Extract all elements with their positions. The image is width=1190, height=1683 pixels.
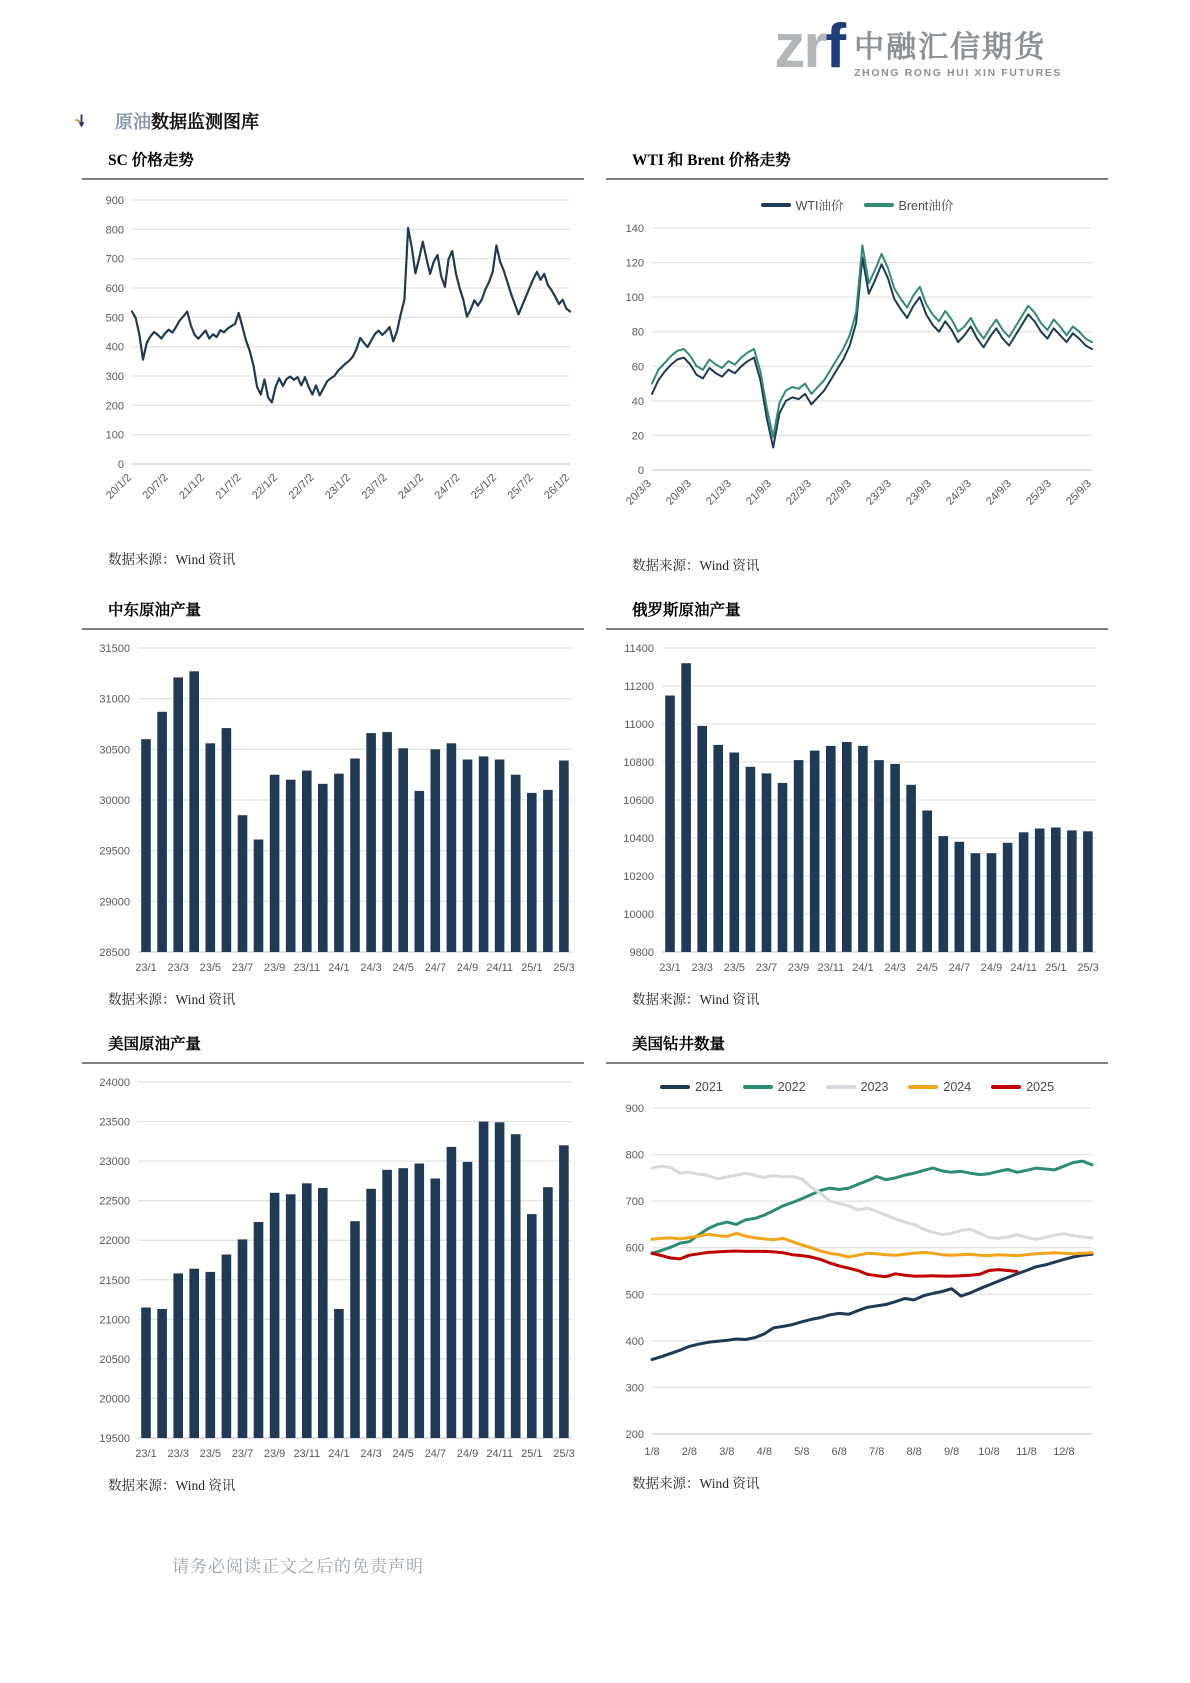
svg-text:120: 120 (625, 257, 644, 270)
svg-text:23/3: 23/3 (167, 962, 189, 974)
svg-text:22/7/2: 22/7/2 (286, 471, 317, 502)
svg-text:800: 800 (625, 1149, 644, 1162)
svg-text:700: 700 (105, 253, 124, 266)
svg-text:25/1: 25/1 (521, 962, 543, 974)
svg-text:23/9: 23/9 (787, 962, 810, 974)
legend-swatch (660, 1085, 690, 1089)
svg-text:9800: 9800 (629, 947, 654, 959)
legend-label: 2022 (777, 1080, 806, 1094)
legend-item (761, 196, 844, 214)
svg-text:29500: 29500 (99, 845, 130, 858)
svg-text:20/9/3: 20/9/3 (664, 477, 695, 508)
svg-text:200: 200 (105, 400, 124, 413)
legend-label: 2021 (694, 1080, 723, 1094)
svg-text:20500: 20500 (99, 1353, 130, 1366)
svg-text:23/9/3: 23/9/3 (904, 477, 935, 508)
sc-price-chart (82, 186, 584, 544)
legend-label: WTI油价 (795, 199, 844, 213)
chart-svg (606, 220, 1108, 550)
svg-text:23/5: 23/5 (723, 962, 746, 974)
svg-text:11000: 11000 (624, 719, 654, 731)
svg-text:10200: 10200 (623, 871, 654, 883)
svg-text:24/3/3: 24/3/3 (944, 477, 975, 508)
svg-text:24/1: 24/1 (328, 962, 350, 974)
title-rule (606, 628, 1108, 630)
svg-text:140: 140 (625, 223, 644, 235)
svg-text:23/11: 23/11 (293, 1448, 321, 1460)
svg-text:21/1/2: 21/1/2 (177, 471, 208, 502)
svg-text:11400: 11400 (624, 643, 654, 655)
svg-text:23/3: 23/3 (167, 1448, 189, 1460)
svg-text:31500: 31500 (99, 643, 130, 655)
chart-title: 俄罗斯原油产量 (632, 602, 741, 619)
svg-text:24/11: 24/11 (486, 1448, 514, 1460)
svg-text:22/9/3: 22/9/3 (824, 477, 855, 508)
legend-label: 2023 (860, 1080, 889, 1094)
svg-text:900: 900 (105, 195, 124, 207)
chart-svg (82, 1070, 584, 1470)
svg-text:24/11: 24/11 (1010, 962, 1038, 974)
title-rule (606, 1062, 1108, 1064)
svg-text:24/1: 24/1 (852, 962, 874, 974)
svg-text:25/1/2: 25/1/2 (469, 471, 500, 502)
legend-label: 2024 (943, 1080, 972, 1094)
svg-text:12/8: 12/8 (1053, 1446, 1075, 1458)
svg-text:25/9/3: 25/9/3 (1064, 477, 1095, 508)
svg-text:100: 100 (105, 429, 124, 442)
svg-text:10000: 10000 (623, 909, 654, 921)
svg-text:400: 400 (105, 341, 124, 354)
svg-text:21/3/3: 21/3/3 (704, 477, 735, 508)
svg-text:30000: 30000 (99, 795, 130, 807)
svg-text:0: 0 (637, 465, 644, 477)
chart-title: 美国原油产量 (108, 1036, 202, 1053)
data-source: 数据来源：Wind 资讯 (108, 992, 236, 1007)
legend-label: 2025 (1026, 1080, 1055, 1094)
title-rule (82, 178, 584, 180)
svg-text:300: 300 (105, 371, 124, 383)
chart-svg (606, 636, 1108, 984)
svg-text:24/5: 24/5 (916, 962, 938, 974)
legend-item (991, 1080, 1054, 1094)
svg-text:23/1/2: 23/1/2 (323, 471, 354, 502)
svg-text:24/5: 24/5 (392, 962, 414, 974)
svg-text:24/3: 24/3 (360, 962, 382, 974)
svg-text:23/7: 23/7 (755, 962, 778, 974)
svg-text:80: 80 (631, 326, 644, 339)
rig-count-legend (606, 1080, 1108, 1094)
chart-block-middle-east-output (82, 598, 584, 1008)
svg-text:23/9: 23/9 (263, 962, 286, 974)
svg-text:25/1: 25/1 (1045, 962, 1067, 974)
wti-brent-price-chart (606, 220, 1108, 550)
svg-text:10600: 10600 (623, 795, 654, 807)
svg-text:24000: 24000 (99, 1077, 130, 1089)
logo-chinese-name: 中融汇信期货 (854, 31, 1047, 64)
svg-text:23/7: 23/7 (231, 962, 254, 974)
svg-text:2/8: 2/8 (681, 1446, 698, 1458)
legend-swatch (991, 1085, 1021, 1089)
chart-grid (0, 148, 1190, 1494)
us-rig-count-chart (606, 1100, 1108, 1468)
svg-text:23/1: 23/1 (135, 1448, 157, 1460)
svg-text:25/7/2: 25/7/2 (505, 471, 536, 502)
svg-text:24/7: 24/7 (948, 962, 971, 974)
svg-text:60: 60 (631, 361, 644, 374)
svg-text:24/9: 24/9 (456, 1448, 479, 1460)
svg-text:23/5: 23/5 (199, 962, 222, 974)
svg-text:600: 600 (105, 283, 124, 295)
data-source: 数据来源：Wind 资讯 (108, 1478, 236, 1493)
svg-text:23/5: 23/5 (199, 1448, 222, 1460)
svg-text:24/3: 24/3 (360, 1448, 382, 1460)
svg-text:500: 500 (625, 1289, 644, 1302)
logo-english-name: ZHONG RONG HUI XIN FUTURES (854, 66, 1062, 79)
svg-text:0: 0 (117, 459, 124, 471)
logo-f: f (825, 12, 845, 81)
svg-text:10800: 10800 (623, 757, 654, 769)
svg-text:24/3: 24/3 (884, 962, 906, 974)
svg-text:25/1: 25/1 (521, 1448, 543, 1460)
chart-block-us-output (82, 1032, 584, 1494)
svg-text:25/3: 25/3 (1077, 962, 1099, 974)
title-rule (606, 178, 1108, 180)
wti-brent-legend (606, 196, 1108, 214)
svg-text:23500: 23500 (99, 1116, 130, 1129)
svg-text:20/3/3: 20/3/3 (624, 477, 655, 508)
svg-text:24/11: 24/11 (486, 962, 514, 974)
svg-text:7/8: 7/8 (869, 1446, 885, 1458)
svg-text:23/9: 23/9 (263, 1448, 286, 1460)
page-header (0, 0, 1190, 104)
company-logo (774, 12, 1062, 104)
svg-text:300: 300 (625, 1382, 644, 1395)
svg-text:600: 600 (625, 1242, 644, 1255)
chart-block-wti-brent (606, 148, 1108, 574)
data-source: 数据来源：Wind 资讯 (632, 558, 760, 573)
page-title-rest: 数据监测图库 (151, 112, 259, 132)
svg-text:23/3/3: 23/3/3 (864, 477, 895, 508)
svg-text:19500: 19500 (99, 1433, 130, 1445)
data-source: 数据来源：Wind 资讯 (632, 1476, 760, 1491)
svg-text:23000: 23000 (99, 1156, 130, 1169)
section-title-row (0, 108, 1190, 134)
svg-text:24/1: 24/1 (328, 1448, 350, 1460)
svg-text:3/8: 3/8 (719, 1446, 735, 1458)
svg-text:24/7: 24/7 (424, 962, 447, 974)
legend-label: Brent油价 (898, 199, 954, 213)
footer-disclaimer: 请务必阅读正文之后的免责声明 (172, 1557, 424, 1576)
chart-title: 中东原油产量 (108, 602, 202, 619)
russia-output-chart (606, 636, 1108, 984)
legend-item (908, 1080, 971, 1094)
svg-text:24/9: 24/9 (980, 962, 1003, 974)
chart-title: 美国钻井数量 (632, 1036, 726, 1053)
legend-swatch (826, 1085, 856, 1089)
svg-text:6/8: 6/8 (831, 1446, 847, 1458)
svg-text:10400: 10400 (623, 833, 654, 845)
svg-text:10/8: 10/8 (978, 1446, 1000, 1458)
svg-text:5/8: 5/8 (794, 1446, 810, 1458)
svg-text:21/9/3: 21/9/3 (744, 477, 775, 508)
svg-text:9/8: 9/8 (943, 1446, 960, 1458)
middle-east-output-chart (82, 636, 584, 984)
svg-text:24/1/2: 24/1/2 (396, 471, 427, 502)
chart-block-russia-output (606, 598, 1108, 1008)
svg-text:29000: 29000 (99, 896, 130, 909)
logo-zr: zr (774, 12, 826, 81)
svg-text:800: 800 (105, 224, 124, 237)
page-title-highlight: 原油 (115, 112, 151, 132)
svg-text:23/11: 23/11 (817, 962, 845, 974)
svg-text:20/1/2: 20/1/2 (104, 471, 135, 502)
svg-text:24/7: 24/7 (424, 1448, 447, 1460)
svg-text:26/1/2: 26/1/2 (542, 471, 573, 502)
logo-names (854, 18, 1062, 79)
bullet-arrow-icon (74, 113, 89, 129)
svg-text:23/11: 23/11 (293, 962, 321, 974)
svg-text:25/3: 25/3 (553, 1448, 575, 1460)
data-source: 数据来源：Wind 资讯 (632, 992, 760, 1007)
legend-swatch (743, 1085, 773, 1089)
svg-text:23/7: 23/7 (231, 1448, 254, 1460)
svg-text:20/7/2: 20/7/2 (140, 471, 171, 502)
logo-mark (774, 12, 845, 81)
svg-text:900: 900 (625, 1103, 644, 1115)
svg-text:22000: 22000 (99, 1235, 130, 1248)
legend-item (826, 1080, 889, 1094)
svg-text:400: 400 (625, 1335, 644, 1348)
svg-text:30500: 30500 (99, 744, 130, 757)
svg-text:25/3/3: 25/3/3 (1024, 477, 1055, 508)
svg-text:20000: 20000 (99, 1393, 130, 1406)
chart-block-sc-price (82, 148, 584, 574)
svg-text:40: 40 (631, 395, 644, 408)
legend-swatch (908, 1085, 938, 1089)
svg-text:1/8: 1/8 (644, 1446, 660, 1458)
svg-text:500: 500 (105, 312, 124, 325)
svg-text:4/8: 4/8 (756, 1446, 772, 1458)
title-rule (82, 1062, 584, 1064)
title-rule (82, 628, 584, 630)
svg-text:11200: 11200 (624, 681, 654, 693)
svg-text:200: 200 (625, 1429, 644, 1441)
svg-text:100: 100 (625, 292, 644, 305)
svg-text:22500: 22500 (99, 1195, 130, 1208)
svg-text:20: 20 (631, 430, 644, 443)
svg-text:23/1: 23/1 (659, 962, 681, 974)
chart-svg (82, 636, 584, 984)
svg-text:31000: 31000 (99, 693, 130, 706)
chart-block-us-rig-count (606, 1032, 1108, 1494)
svg-text:8/8: 8/8 (906, 1446, 922, 1458)
chart-title: SC 价格走势 (108, 152, 194, 169)
svg-text:22/1/2: 22/1/2 (250, 471, 281, 502)
legend-item (743, 1080, 806, 1094)
svg-text:700: 700 (625, 1196, 644, 1209)
page-title (115, 108, 259, 134)
svg-text:22/3/3: 22/3/3 (784, 477, 815, 508)
svg-text:24/9: 24/9 (456, 962, 479, 974)
legend-swatch (761, 203, 791, 207)
svg-text:23/3: 23/3 (691, 962, 713, 974)
svg-text:11/8: 11/8 (1016, 1446, 1037, 1458)
chart-svg (606, 1100, 1108, 1468)
svg-text:28500: 28500 (99, 947, 130, 959)
svg-text:23/7/2: 23/7/2 (359, 471, 390, 502)
data-source: 数据来源：Wind 资讯 (108, 552, 236, 567)
legend-swatch (864, 203, 894, 207)
legend-item (864, 196, 954, 214)
svg-text:21/7/2: 21/7/2 (213, 471, 244, 502)
svg-text:24/5: 24/5 (392, 1448, 414, 1460)
chart-title: WTI 和 Brent 价格走势 (632, 152, 791, 169)
svg-text:21500: 21500 (99, 1274, 130, 1287)
svg-text:24/9/3: 24/9/3 (984, 477, 1015, 508)
svg-text:25/3: 25/3 (553, 962, 575, 974)
us-output-chart (82, 1070, 584, 1470)
svg-text:24/7/2: 24/7/2 (432, 471, 463, 502)
svg-text:21000: 21000 (99, 1314, 130, 1327)
chart-svg (82, 186, 584, 544)
legend-item (660, 1080, 723, 1094)
svg-text:23/1: 23/1 (135, 962, 157, 974)
